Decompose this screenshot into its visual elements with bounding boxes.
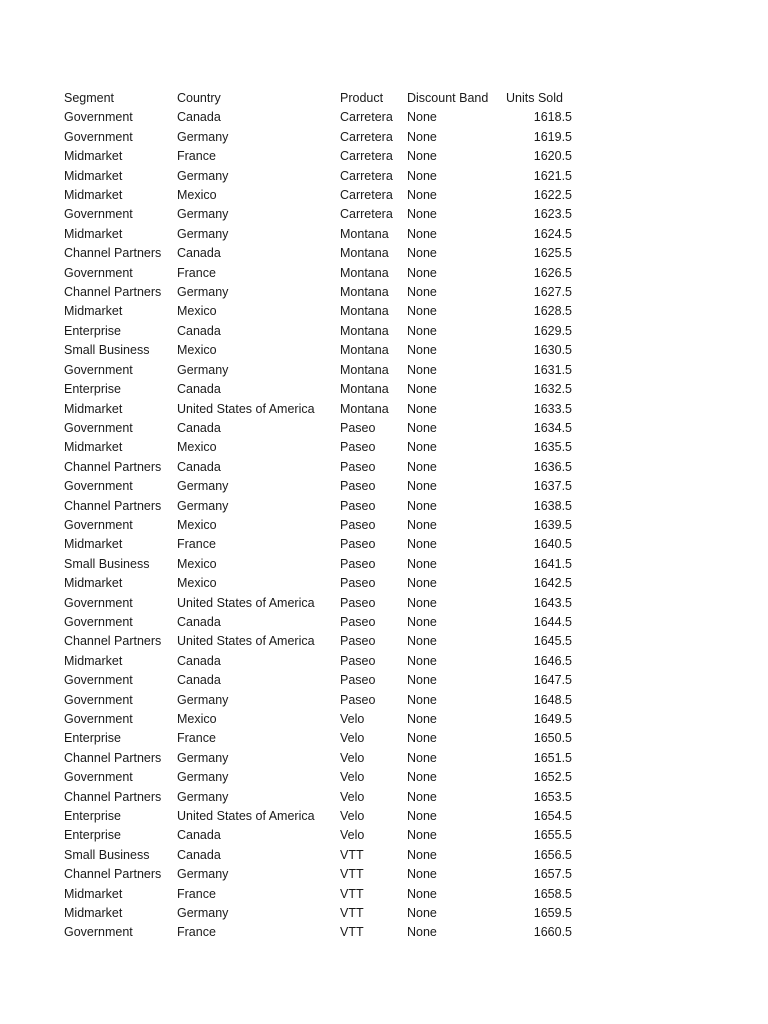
product-cell: Velo <box>340 731 365 746</box>
product-cell: Paseo <box>340 498 376 513</box>
country-cell: Mexico <box>177 576 217 591</box>
discount-band-cell: None <box>407 498 437 513</box>
table-row <box>64 108 572 127</box>
discount-band-cell: None <box>407 673 437 688</box>
discount-band-cell: None <box>407 168 437 183</box>
discount-band-cell: None <box>407 420 437 435</box>
table-row <box>64 904 572 923</box>
table-row <box>64 244 572 263</box>
discount-band-cell: None <box>407 692 437 707</box>
table-row <box>64 865 572 884</box>
segment-cell: Midmarket <box>64 304 123 319</box>
table-row <box>64 826 572 845</box>
table-row <box>64 710 572 729</box>
segment-cell: Government <box>64 265 133 280</box>
discount-band-cell: None <box>407 323 437 338</box>
product-cell: Carretera <box>340 168 393 183</box>
segment-cell: Enterprise <box>64 809 121 824</box>
product-cell: Paseo <box>340 634 376 649</box>
discount-band-cell: None <box>407 712 437 726</box>
country-cell: Canada <box>177 614 221 629</box>
segment-cell: Government <box>64 207 133 222</box>
country-cell: Germany <box>177 226 229 241</box>
table-row <box>64 516 572 535</box>
table-row <box>64 361 572 380</box>
table-row <box>64 749 572 768</box>
units-sold-cell: 1635.5 <box>533 440 572 455</box>
product-cell: Montana <box>340 343 389 358</box>
units-sold-cell: 1622.5 <box>533 188 572 203</box>
segment-cell: Government <box>64 479 133 494</box>
country-cell: France <box>177 925 216 940</box>
product-cell: Montana <box>340 226 389 241</box>
units-sold-cell: 1623.5 <box>533 207 572 222</box>
discount-band-cell: None <box>407 906 437 921</box>
table-row <box>64 768 572 787</box>
country-cell: Germany <box>177 129 229 144</box>
units-sold-cell: 1637.5 <box>533 479 572 494</box>
country-cell: Germany <box>177 168 229 183</box>
country-cell: Mexico <box>177 440 217 455</box>
discount-band-cell: None <box>407 770 437 785</box>
product-cell: Velo <box>340 809 365 824</box>
product-cell: Paseo <box>340 595 376 610</box>
table-row <box>64 225 572 244</box>
product-cell: Paseo <box>340 673 376 688</box>
units-sold-cell: 1634.5 <box>533 420 572 435</box>
country-cell: Mexico <box>177 304 217 319</box>
product-cell: Paseo <box>340 459 376 474</box>
units-sold-cell: 1639.5 <box>533 517 572 532</box>
product-cell: Paseo <box>340 653 376 668</box>
segment-cell: Government <box>64 770 133 785</box>
discount-band-cell: None <box>407 246 437 261</box>
units-sold-cell: 1628.5 <box>533 304 572 319</box>
product-cell: VTT <box>340 847 364 862</box>
segment-cell: Small Business <box>64 847 150 862</box>
segment-cell: Midmarket <box>64 401 123 416</box>
country-cell: Germany <box>177 362 229 377</box>
segment-cell: Government <box>64 712 133 726</box>
discount-band-cell: None <box>407 847 437 862</box>
table-body <box>64 108 572 942</box>
table-row <box>64 729 572 748</box>
discount-band-cell: None <box>407 401 437 416</box>
product-cell: VTT <box>340 906 364 921</box>
units-sold-cell: 1631.5 <box>533 362 572 377</box>
discount-band-cell: None <box>407 867 437 882</box>
table-row <box>64 594 572 613</box>
discount-band-cell: None <box>407 576 437 591</box>
table-row <box>64 788 572 807</box>
units-sold-cell: 1650.5 <box>533 731 572 746</box>
segment-cell: Midmarket <box>64 188 123 203</box>
country-cell: Germany <box>177 770 229 785</box>
header-units-sold: Units Sold <box>506 91 563 105</box>
product-cell: Paseo <box>340 614 376 629</box>
segment-cell: Small Business <box>64 343 150 358</box>
table-row <box>64 380 572 399</box>
units-sold-cell: 1641.5 <box>533 556 572 571</box>
units-sold-cell: 1652.5 <box>533 770 572 785</box>
segment-cell: Midmarket <box>64 653 123 668</box>
segment-cell: Midmarket <box>64 906 123 921</box>
units-sold-cell: 1629.5 <box>533 323 572 338</box>
segment-cell: Government <box>64 420 133 435</box>
country-cell: Mexico <box>177 188 217 203</box>
product-cell: Velo <box>340 750 365 765</box>
header-discount-band: Discount Band <box>407 91 489 105</box>
discount-band-cell: None <box>407 207 437 222</box>
segment-cell: Enterprise <box>64 828 121 843</box>
product-cell: Carretera <box>340 110 393 125</box>
header-row <box>64 89 572 108</box>
discount-band-cell: None <box>407 459 437 474</box>
country-cell: Germany <box>177 479 229 494</box>
discount-band-cell: None <box>407 265 437 280</box>
country-cell: United States of America <box>177 401 315 416</box>
segment-cell: Channel Partners <box>64 285 162 300</box>
units-sold-cell: 1653.5 <box>533 789 572 804</box>
segment-cell: Channel Partners <box>64 867 162 882</box>
product-cell: Paseo <box>340 420 376 435</box>
product-cell: Carretera <box>340 188 393 203</box>
product-cell: Montana <box>340 401 389 416</box>
product-cell: Paseo <box>340 576 376 591</box>
segment-cell: Midmarket <box>64 886 123 901</box>
table-row <box>64 671 572 690</box>
segment-cell: Government <box>64 614 133 629</box>
discount-band-cell: None <box>407 362 437 377</box>
country-cell: Canada <box>177 673 221 688</box>
country-cell: Mexico <box>177 343 217 358</box>
product-cell: Paseo <box>340 537 376 552</box>
segment-cell: Government <box>64 110 133 125</box>
units-sold-cell: 1620.5 <box>533 149 572 164</box>
segment-cell: Channel Partners <box>64 634 162 649</box>
segment-cell: Midmarket <box>64 440 123 455</box>
country-cell: Mexico <box>177 556 217 571</box>
discount-band-cell: None <box>407 285 437 300</box>
units-sold-cell: 1654.5 <box>533 809 572 824</box>
country-cell: Germany <box>177 498 229 513</box>
table-row <box>64 264 572 283</box>
table-row <box>64 846 572 865</box>
table-row <box>64 807 572 826</box>
units-sold-cell: 1625.5 <box>533 246 572 261</box>
segment-cell: Government <box>64 517 133 532</box>
discount-band-cell: None <box>407 517 437 532</box>
country-cell: Canada <box>177 110 221 125</box>
segment-cell: Government <box>64 673 133 688</box>
table-row <box>64 535 572 554</box>
country-cell: Germany <box>177 692 229 707</box>
product-cell: Montana <box>340 382 389 397</box>
discount-band-cell: None <box>407 149 437 164</box>
country-cell: Germany <box>177 906 229 921</box>
table-row <box>64 497 572 516</box>
table-row <box>64 205 572 224</box>
segment-cell: Midmarket <box>64 226 123 241</box>
table-row <box>64 167 572 186</box>
product-cell: VTT <box>340 867 364 882</box>
units-sold-cell: 1658.5 <box>533 886 572 901</box>
product-cell: Montana <box>340 323 389 338</box>
country-cell: Germany <box>177 750 229 765</box>
product-cell: Montana <box>340 362 389 377</box>
units-sold-cell: 1627.5 <box>533 285 572 300</box>
segment-cell: Midmarket <box>64 168 123 183</box>
table-row <box>64 322 572 341</box>
discount-band-cell: None <box>407 809 437 824</box>
segment-cell: Government <box>64 692 133 707</box>
segment-cell: Enterprise <box>64 323 121 338</box>
product-cell: Paseo <box>340 440 376 455</box>
discount-band-cell: None <box>407 595 437 610</box>
product-cell: Paseo <box>340 479 376 494</box>
discount-band-cell: None <box>407 731 437 746</box>
units-sold-cell: 1626.5 <box>533 265 572 280</box>
country-cell: Germany <box>177 789 229 804</box>
product-cell: Carretera <box>340 129 393 144</box>
country-cell: Canada <box>177 653 221 668</box>
discount-band-cell: None <box>407 382 437 397</box>
header-country: Country <box>177 91 221 105</box>
product-cell: Paseo <box>340 517 376 532</box>
discount-band-cell: None <box>407 304 437 319</box>
units-sold-cell: 1660.5 <box>533 925 572 940</box>
sales-table <box>64 89 572 943</box>
units-sold-cell: 1656.5 <box>533 847 572 862</box>
country-cell: Canada <box>177 246 221 261</box>
discount-band-cell: None <box>407 479 437 494</box>
product-cell: Velo <box>340 789 365 804</box>
table-row <box>64 147 572 166</box>
product-cell: VTT <box>340 886 364 901</box>
product-cell: Paseo <box>340 692 376 707</box>
table-row <box>64 419 572 438</box>
product-cell: Montana <box>340 304 389 319</box>
country-cell: Canada <box>177 847 221 862</box>
product-cell: Carretera <box>340 207 393 222</box>
discount-band-cell: None <box>407 789 437 804</box>
country-cell: France <box>177 886 216 901</box>
country-cell: Canada <box>177 420 221 435</box>
country-cell: Mexico <box>177 517 217 532</box>
units-sold-cell: 1643.5 <box>533 595 572 610</box>
product-cell: Montana <box>340 246 389 261</box>
segment-cell: Government <box>64 925 133 940</box>
units-sold-cell: 1645.5 <box>533 634 572 649</box>
units-sold-cell: 1646.5 <box>533 653 572 668</box>
header-product: Product <box>340 91 384 105</box>
segment-cell: Government <box>64 129 133 144</box>
country-cell: France <box>177 265 216 280</box>
table-row <box>64 186 572 205</box>
units-sold-cell: 1640.5 <box>533 537 572 552</box>
country-cell: Canada <box>177 382 221 397</box>
segment-cell: Midmarket <box>64 576 123 591</box>
table-row <box>64 652 572 671</box>
discount-band-cell: None <box>407 537 437 552</box>
discount-band-cell: None <box>407 129 437 144</box>
discount-band-cell: None <box>407 226 437 241</box>
table-row <box>64 458 572 477</box>
discount-band-cell: None <box>407 556 437 571</box>
table-row <box>64 341 572 360</box>
country-cell: Germany <box>177 207 229 222</box>
discount-band-cell: None <box>407 925 437 940</box>
units-sold-cell: 1657.5 <box>533 867 572 882</box>
units-sold-cell: 1644.5 <box>533 614 572 629</box>
country-cell: Canada <box>177 828 221 843</box>
segment-cell: Channel Partners <box>64 459 162 474</box>
segment-cell: Small Business <box>64 556 150 571</box>
units-sold-cell: 1642.5 <box>533 576 572 591</box>
table-row <box>64 400 572 419</box>
units-sold-cell: 1655.5 <box>533 828 572 843</box>
country-cell: United States of America <box>177 634 315 649</box>
discount-band-cell: None <box>407 828 437 843</box>
discount-band-cell: None <box>407 188 437 203</box>
units-sold-cell: 1621.5 <box>533 168 572 183</box>
product-cell: Carretera <box>340 149 393 164</box>
segment-cell: Enterprise <box>64 731 121 746</box>
product-cell: Montana <box>340 265 389 280</box>
table-row <box>64 632 572 651</box>
table-row <box>64 283 572 302</box>
units-sold-cell: 1624.5 <box>533 226 572 241</box>
country-cell: France <box>177 149 216 164</box>
header-segment: Segment <box>64 91 115 105</box>
sales-sheet <box>64 89 584 943</box>
country-cell: France <box>177 537 216 552</box>
units-sold-cell: 1651.5 <box>533 750 572 765</box>
table-row <box>64 923 572 942</box>
segment-cell: Channel Partners <box>64 789 162 804</box>
country-cell: Germany <box>177 285 229 300</box>
product-cell: Montana <box>340 285 389 300</box>
table-row <box>64 885 572 904</box>
units-sold-cell: 1633.5 <box>533 401 572 416</box>
discount-band-cell: None <box>407 110 437 125</box>
country-cell: Mexico <box>177 712 217 726</box>
units-sold-cell: 1649.5 <box>533 712 572 726</box>
table-row <box>64 438 572 457</box>
country-cell: France <box>177 731 216 746</box>
units-sold-cell: 1659.5 <box>533 906 572 921</box>
discount-band-cell: None <box>407 653 437 668</box>
segment-cell: Midmarket <box>64 537 123 552</box>
table-row <box>64 128 572 147</box>
discount-band-cell: None <box>407 440 437 455</box>
units-sold-cell: 1636.5 <box>533 459 572 474</box>
table-row <box>64 574 572 593</box>
country-cell: United States of America <box>177 809 315 824</box>
segment-cell: Government <box>64 595 133 610</box>
discount-band-cell: None <box>407 886 437 901</box>
product-cell: VTT <box>340 925 364 940</box>
country-cell: United States of America <box>177 595 315 610</box>
units-sold-cell: 1648.5 <box>533 692 572 707</box>
table-row <box>64 302 572 321</box>
table-row <box>64 477 572 496</box>
units-sold-cell: 1618.5 <box>533 110 572 125</box>
table-row <box>64 555 572 574</box>
product-cell: Velo <box>340 828 365 843</box>
segment-cell: Channel Partners <box>64 750 162 765</box>
units-sold-cell: 1630.5 <box>533 343 572 358</box>
segment-cell: Government <box>64 362 133 377</box>
country-cell: Canada <box>177 459 221 474</box>
units-sold-cell: 1638.5 <box>533 498 572 513</box>
segment-cell: Channel Partners <box>64 246 162 261</box>
discount-band-cell: None <box>407 750 437 765</box>
discount-band-cell: None <box>407 614 437 629</box>
country-cell: Germany <box>177 867 229 882</box>
segment-cell: Enterprise <box>64 382 121 397</box>
product-cell: Paseo <box>340 556 376 571</box>
segment-cell: Channel Partners <box>64 498 162 513</box>
units-sold-cell: 1619.5 <box>533 129 572 144</box>
units-sold-cell: 1647.5 <box>533 673 572 688</box>
product-cell: Velo <box>340 770 365 785</box>
country-cell: Canada <box>177 323 221 338</box>
discount-band-cell: None <box>407 634 437 649</box>
units-sold-cell: 1632.5 <box>533 382 572 397</box>
discount-band-cell: None <box>407 343 437 358</box>
segment-cell: Midmarket <box>64 149 123 164</box>
product-cell: Velo <box>340 712 365 726</box>
table-row <box>64 691 572 710</box>
table-row <box>64 613 572 632</box>
